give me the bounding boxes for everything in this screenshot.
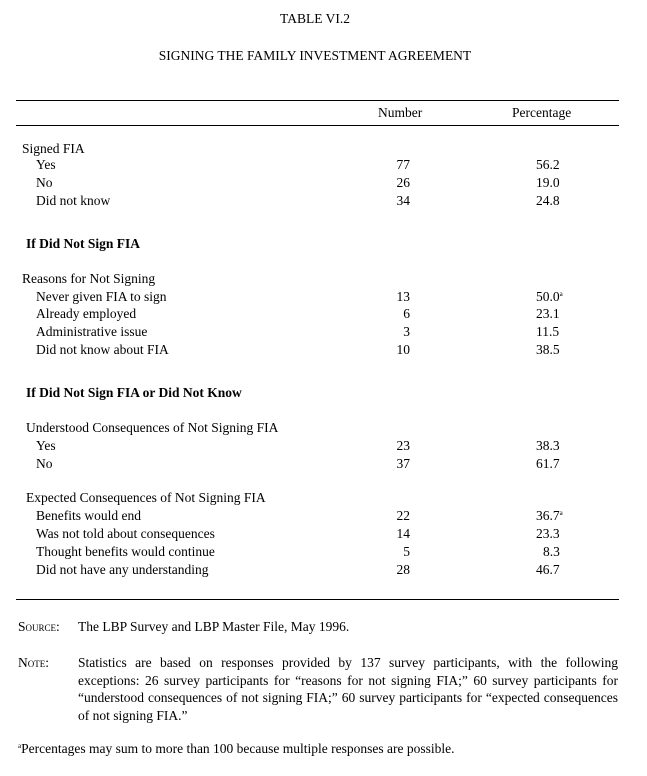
table-row bbox=[0, 544, 647, 562]
row-label: Administrative issue bbox=[36, 324, 148, 339]
percentage-value: 38.5 bbox=[536, 342, 560, 357]
row-label: Already employed bbox=[36, 306, 137, 321]
row-label: Yes bbox=[36, 438, 56, 453]
table-row bbox=[0, 193, 647, 211]
percentage-cell bbox=[536, 342, 560, 358]
table-title: SIGNING THE FAMILY INVESTMENT AGREEMENT bbox=[158, 48, 472, 63]
table-row bbox=[0, 306, 647, 324]
percentage-cell bbox=[543, 544, 560, 560]
note-text: Statistics are based on responses provided by 137 survey participants, with the following exceptions: 26 survey participants for “reasons for not signing FIA;” 60 survey participants for “understood consequences of not signing FIA;” 60 survey participants for “expected consequences of not signing FIA.” bbox=[78, 655, 618, 723]
number-cell: 3 bbox=[403, 324, 410, 339]
table-row bbox=[0, 456, 647, 474]
group-label-row bbox=[0, 420, 647, 438]
row-label: No bbox=[36, 175, 53, 190]
percentage-value: 38.3 bbox=[536, 438, 560, 453]
percentage-cell bbox=[536, 193, 560, 209]
row-label: Did not know bbox=[36, 193, 111, 208]
number-cell: 37 bbox=[396, 456, 410, 471]
percentage-value: 23.3 bbox=[536, 526, 560, 541]
percentage-value: 50.0 bbox=[536, 289, 560, 304]
percentage-value: 56.2 bbox=[536, 157, 560, 172]
row-label: Signed FIA bbox=[22, 141, 85, 156]
percentage-value: 23.1 bbox=[536, 306, 560, 321]
percentage-cell bbox=[536, 456, 560, 472]
percentage-value: 24.8 bbox=[536, 193, 560, 208]
row-label: Never given FIA to sign bbox=[36, 289, 167, 304]
number-cell: 13 bbox=[396, 289, 410, 304]
percentage-cell bbox=[536, 508, 563, 524]
percentage-cell bbox=[536, 306, 560, 322]
percentage-cell bbox=[536, 157, 560, 173]
section-heading bbox=[0, 236, 647, 254]
row-label: Did not have any understanding bbox=[36, 562, 209, 577]
row-label: Understood Consequences of Not Signing FIA bbox=[26, 420, 279, 435]
source-label: Source: bbox=[18, 619, 60, 634]
row-label: Yes bbox=[36, 157, 56, 172]
row-label: Did not know about FIA bbox=[36, 342, 169, 357]
table-row bbox=[0, 526, 647, 544]
top-rule bbox=[16, 100, 619, 101]
table-number: TABLE VI.2 bbox=[280, 11, 350, 26]
percentage-cell bbox=[536, 324, 559, 340]
percentage-value: 61.7 bbox=[536, 456, 560, 471]
column-header-number: Number bbox=[378, 105, 423, 120]
table-row bbox=[0, 342, 647, 360]
column-header-percentage: Percentage bbox=[512, 105, 572, 120]
footnote-marker: a bbox=[559, 509, 563, 517]
number-cell: 6 bbox=[403, 306, 410, 321]
percentage-value: 46.7 bbox=[536, 562, 560, 577]
row-label: If Did Not Sign FIA or Did Not Know bbox=[26, 385, 242, 400]
section-heading bbox=[0, 385, 647, 403]
row-label: No bbox=[36, 456, 53, 471]
row-label: Expected Consequences of Not Signing FIA bbox=[26, 490, 266, 505]
note-label: Note: bbox=[18, 655, 49, 670]
percentage-cell bbox=[536, 175, 560, 191]
number-cell: 10 bbox=[396, 342, 410, 357]
bottom-rule bbox=[16, 599, 619, 600]
percentage-value: 11.5 bbox=[536, 324, 560, 339]
row-label: Thought benefits would continue bbox=[36, 544, 215, 559]
table-row bbox=[0, 438, 647, 456]
number-cell: 14 bbox=[396, 526, 410, 541]
footnote bbox=[18, 741, 455, 757]
number-cell: 77 bbox=[396, 157, 410, 172]
number-cell: 5 bbox=[403, 544, 410, 559]
row-label: If Did Not Sign FIA bbox=[26, 236, 141, 251]
footnote-marker: a bbox=[18, 742, 22, 750]
footnote-marker: a bbox=[559, 290, 563, 298]
number-cell: 23 bbox=[396, 438, 410, 453]
percentage-cell bbox=[536, 526, 560, 542]
number-cell: 26 bbox=[396, 175, 410, 190]
table-row bbox=[0, 562, 647, 580]
percentage-value: 36.7 bbox=[536, 508, 560, 523]
table-row bbox=[0, 324, 647, 342]
row-label: Reasons for Not Signing bbox=[22, 271, 156, 286]
row-label: Benefits would end bbox=[36, 508, 141, 523]
table-row bbox=[0, 508, 647, 526]
number-cell: 34 bbox=[396, 193, 410, 208]
group-label-row bbox=[0, 490, 647, 508]
percentage-value: 8.3 bbox=[543, 544, 560, 559]
group-label-row bbox=[0, 271, 647, 289]
number-cell: 28 bbox=[396, 562, 410, 577]
header-rule bbox=[16, 125, 619, 126]
table-row bbox=[0, 157, 647, 175]
percentage-cell bbox=[536, 562, 560, 578]
row-label: Was not told about consequences bbox=[36, 526, 215, 541]
percentage-cell bbox=[536, 289, 563, 305]
percentage-value: 19.0 bbox=[536, 175, 560, 190]
percentage-cell bbox=[536, 438, 560, 454]
footnote-text: Percentages may sum to more than 100 because multiple responses are possible. bbox=[21, 741, 455, 756]
table-row bbox=[0, 289, 647, 307]
table-row bbox=[0, 175, 647, 193]
source-text: The LBP Survey and LBP Master File, May 1996. bbox=[78, 619, 350, 634]
number-cell: 22 bbox=[396, 508, 410, 523]
